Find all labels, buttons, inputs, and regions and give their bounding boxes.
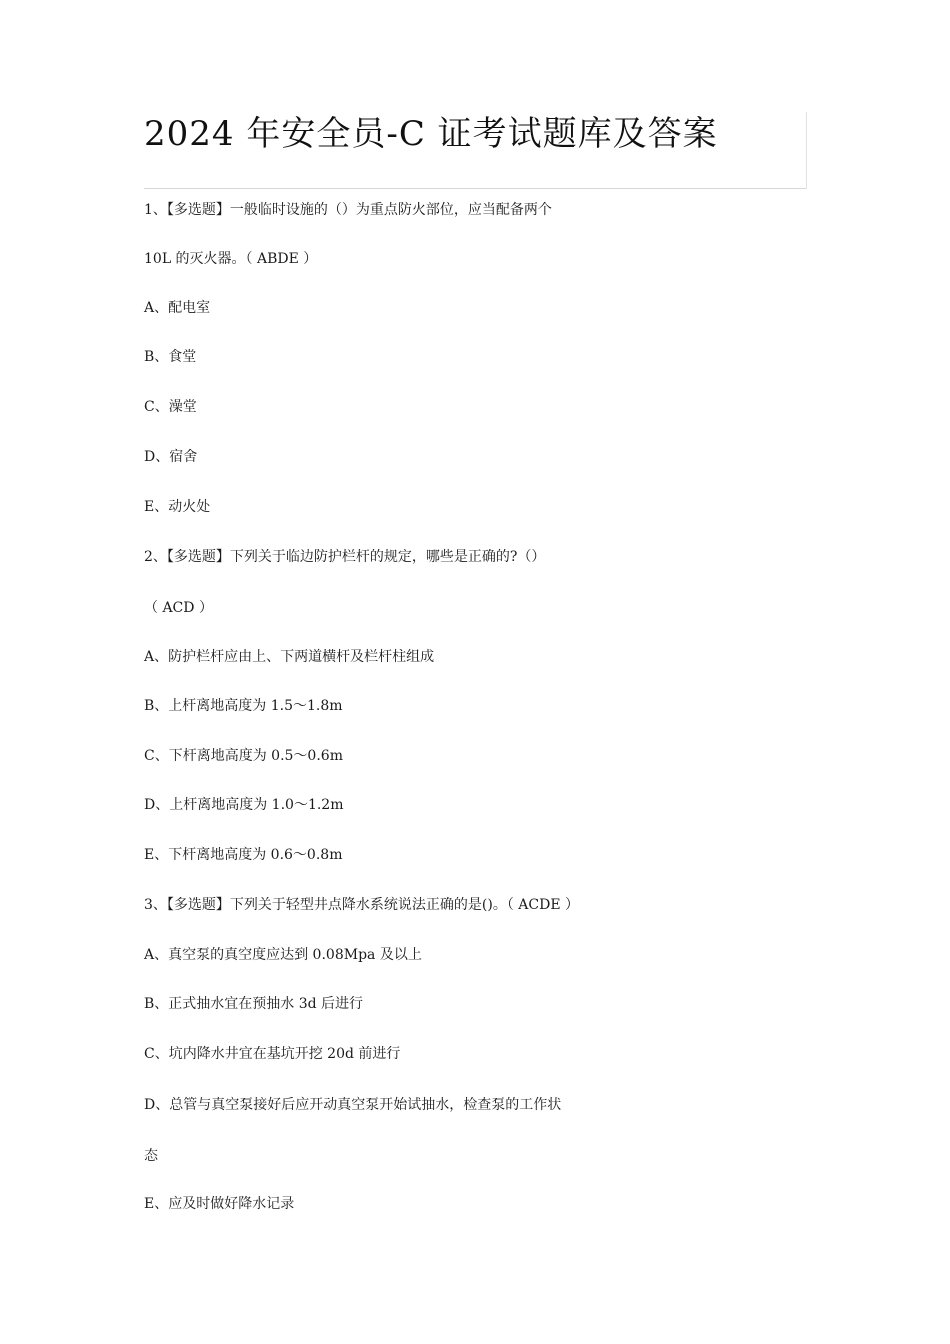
title-side-border bbox=[806, 112, 807, 189]
question-1-stem-line-1: 1、【多选题】一般临时设施的（）为重点防火部位，应当配备两个 bbox=[144, 202, 552, 218]
question-3-option-a: A、真空泵的真空度应达到 0.08Mpa 及以上 bbox=[144, 947, 422, 963]
document-title: 2024 年安全员-C 证考试题库及答案 bbox=[144, 114, 718, 154]
question-1-option-e: E、动火处 bbox=[144, 499, 211, 515]
question-3-stem-line-1: 3、【多选题】下列关于轻型井点降水系统说法正确的是()。（ ACDE ） bbox=[144, 897, 579, 913]
question-1-option-c: C、澡堂 bbox=[144, 399, 197, 415]
question-2-option-d: D、上杆离地高度为 1.0～1.2m bbox=[144, 797, 344, 813]
question-3-option-d-continued: 态 bbox=[144, 1148, 158, 1164]
question-3-option-e: E、应及时做好降水记录 bbox=[144, 1196, 295, 1212]
question-3-option-b: B、正式抽水宜在预抽水 3d 后进行 bbox=[144, 996, 364, 1012]
question-1-option-a: A、配电室 bbox=[144, 300, 211, 316]
question-1-stem-line-2: 10L 的灭火器。（ ABDE ） bbox=[144, 251, 318, 267]
title-divider bbox=[144, 188, 806, 189]
question-3-option-c: C、坑内降水井宜在基坑开挖 20d 前进行 bbox=[144, 1046, 401, 1062]
question-2-option-c: C、下杆离地高度为 0.5～0.6m bbox=[144, 748, 343, 764]
question-2-stem-line-2: （ ACD ） bbox=[144, 600, 213, 616]
question-2-option-a: A、防护栏杆应由上、下两道横杆及栏杆柱组成 bbox=[144, 649, 435, 665]
question-2-option-e: E、下杆离地高度为 0.6～0.8m bbox=[144, 847, 343, 863]
question-1-option-d: D、宿舍 bbox=[144, 449, 198, 465]
question-2-option-b: B、上杆离地高度为 1.5～1.8m bbox=[144, 698, 343, 714]
question-1-option-b: B、食堂 bbox=[144, 349, 197, 365]
question-3-option-d: D、总管与真空泵接好后应开动真空泵开始试抽水，检查泵的工作状 bbox=[144, 1097, 562, 1113]
question-2-stem-line-1: 2、【多选题】下列关于临边防护栏杆的规定，哪些是正确的?（） bbox=[144, 549, 546, 565]
